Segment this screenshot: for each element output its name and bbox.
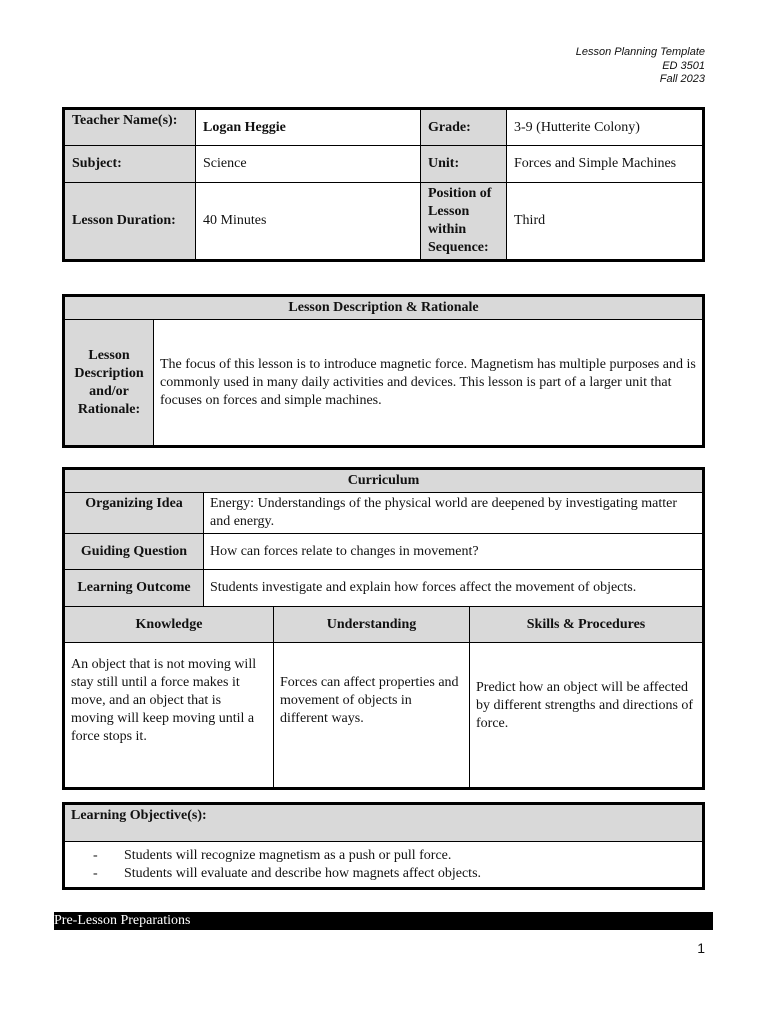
header-term: Fall 2023	[659, 73, 705, 85]
objective-text: Students will evaluate and describe how magnets affect objects.	[124, 865, 482, 881]
guiding-question-value: How can forces relate to changes in movement?	[204, 534, 704, 570]
grade-value: 3-9 (Hutterite Colony)	[507, 109, 704, 146]
subject-label: Subject:	[64, 146, 196, 183]
header-template-title: Lesson Planning Template	[575, 46, 705, 58]
duration-label: Lesson Duration:	[64, 183, 196, 261]
bullet-dash: -	[93, 847, 98, 863]
position-value: Third	[507, 183, 704, 261]
teacher-value: Logan Heggie	[196, 109, 421, 146]
knowledge-header: Knowledge	[64, 607, 274, 643]
duration-value: 40 Minutes	[196, 183, 421, 261]
subject-value: Science	[196, 146, 421, 183]
position-label: Position of Lesson within Sequence:	[421, 183, 507, 261]
guiding-question-label: Guiding Question	[64, 534, 204, 570]
header-course-code: ED 3501	[662, 59, 705, 72]
bullet-dash: -	[93, 865, 98, 881]
organizing-idea-value: Energy: Understandings of the physical world are deepened by investigating matter and energy.	[204, 493, 704, 534]
learning-objectives-table	[62, 802, 705, 890]
list-item	[93, 847, 696, 865]
description-label: Lesson Description and/or Rationale:	[64, 320, 154, 447]
description-title: Lesson Description & Rationale	[64, 296, 704, 320]
objectives-list	[71, 847, 696, 883]
objective-text: Students will recognize magnetism as a push or pull force.	[124, 847, 452, 863]
curriculum-title: Curriculum	[64, 469, 704, 493]
unit-label: Unit:	[421, 146, 507, 183]
objectives-cell	[64, 842, 704, 889]
skills-value: Predict how an object will be affected by different strengths and directions of force.	[470, 643, 704, 789]
lesson-info-table	[62, 107, 705, 262]
unit-value: Forces and Simple Machines	[507, 146, 704, 183]
skills-header: Skills & Procedures	[470, 607, 704, 643]
document-header	[576, 46, 705, 87]
description-text: The focus of this lesson is to introduce magnetic force. Magnetism has multiple purposes and is commonly used in many daily activities and devices. This lesson is part of a larger unit that focuses on forces and simple machines.	[154, 320, 704, 447]
organizing-idea-label: Organizing Idea	[64, 493, 204, 534]
knowledge-value: An object that is not moving will stay still until a force makes it move, and an object that is moving will keep moving until a force stops it.	[64, 643, 274, 789]
objectives-title: Learning Objective(s):	[64, 804, 704, 842]
lesson-description-table	[62, 294, 705, 448]
curriculum-table	[62, 467, 705, 790]
understanding-header: Understanding	[274, 607, 470, 643]
grade-label: Grade:	[421, 109, 507, 146]
learning-outcome-value: Students investigate and explain how forces affect the movement of objects.	[204, 570, 704, 607]
teacher-label: Teacher Name(s):	[64, 109, 196, 146]
list-item	[93, 865, 696, 883]
prelesson-section-header: Pre-Lesson Preparations	[54, 912, 713, 930]
learning-outcome-label: Learning Outcome	[64, 570, 204, 607]
page-number: 1	[697, 940, 705, 956]
understanding-value: Forces can affect properties and movement of objects in different ways.	[274, 643, 470, 789]
